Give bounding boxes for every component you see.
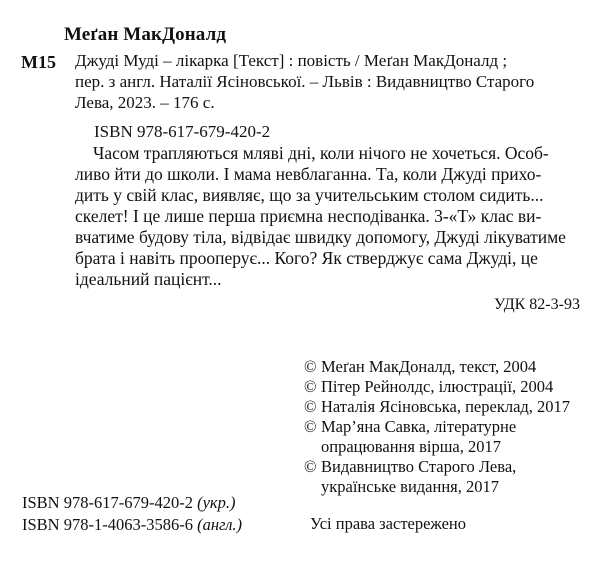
biblio-line: Джуді Муді – лікарка [Текст] : повість / Меґан МакДоналд ; <box>75 51 508 70</box>
annotation <box>75 143 575 290</box>
copyright-symbol: © <box>304 357 317 376</box>
catalog-code: М15 <box>21 52 56 72</box>
copyright-entry <box>304 397 594 417</box>
isbn-list <box>22 492 242 536</box>
copyright-symbol: © <box>304 397 317 416</box>
copyright-symbol: © <box>304 377 317 396</box>
copyright-symbol: © <box>304 457 317 476</box>
annotation-line: дить у свій клас, виявляє, що за учительським столом сидить... <box>75 185 544 205</box>
rights-reserved: Усі права застережено <box>310 514 467 533</box>
bibliographic-record <box>75 50 595 113</box>
annotation-line: брата і навіть прооперує... Кого? Як стверджує сама Джуді, це <box>75 248 538 268</box>
isbn-language: (англ.) <box>197 515 243 534</box>
biblio-line: пер. з англ. Наталії Ясіновської. – Львів : Видавництво Старого <box>75 72 535 91</box>
biblio-line: Лева, 2023. – 176 с. <box>75 93 215 112</box>
annotation-line: скелет! І це лише перша приємна несподіванка. 3-«Т» клас ви- <box>75 206 542 226</box>
copyright-entry <box>304 377 594 397</box>
copyright-text: українське видання, 2017 <box>321 477 499 496</box>
annotation-line: ідеальний пацієнт... <box>75 269 222 289</box>
copyright-text: опрацювання вірша, 2017 <box>321 437 501 456</box>
annotation-line: вчатиме будову тіла, відвідає швидку допомогу, Джуді лікуватиме <box>75 227 566 247</box>
copyright-entry <box>304 357 594 377</box>
isbn-number: ISBN 978-1-4063-3586-6 <box>22 515 193 534</box>
copyright-entry <box>304 457 594 497</box>
isbn-entry <box>22 492 242 514</box>
copyright-text: Меґан МакДоналд, текст, 2004 <box>321 357 537 376</box>
annotation-line: ливо йти до школи. І мама невблаганна. Та, коли Джуді прихо- <box>75 164 542 184</box>
copyright-text: Видавництво Старого Лева, <box>321 457 517 476</box>
copyright-text: Наталія Ясіновська, переклад, 2017 <box>321 397 571 416</box>
udc-code: УДК 82-3-93 <box>494 296 580 313</box>
isbn-entry <box>22 514 242 536</box>
isbn-main: ISBN 978-617-679-420-2 <box>94 122 271 141</box>
isbn-language: (укр.) <box>197 493 236 512</box>
copyright-entry <box>304 417 594 457</box>
annotation-line: Часом трапляються мляві дні, коли нічого не хочеться. Особ- <box>93 143 549 163</box>
copyright-symbol: © <box>304 417 317 436</box>
copyright-text: Мар’яна Савка, літературне <box>321 417 517 436</box>
copyright-text: Пітер Рейнолдс, ілюстрації, 2004 <box>321 377 554 396</box>
isbn-number: ISBN 978-617-679-420-2 <box>22 493 193 512</box>
copyright-list <box>304 357 594 497</box>
author-heading: Меґан МакДоналд <box>64 24 227 45</box>
